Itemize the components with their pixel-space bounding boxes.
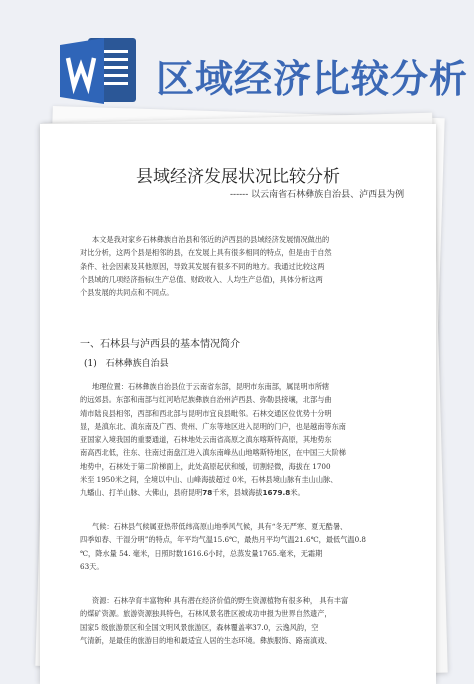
text-line: 南高西北低，往东、往南过南盘江进入滇东南峰丛山地喀斯特地区，在中国三大阶梯 — [80, 448, 346, 458]
section-heading: 一、石林县与泸西县的基本情况简介 — [80, 339, 240, 350]
text-line: 资源：石林孕育丰富物种 具有潜在经济价值的野生资源植物有很多种， 具有丰富 — [92, 596, 349, 605]
climate-paragraph — [80, 520, 400, 573]
text-line: 四季如春、干湿分明”的特点，年平均气温15.6℃，最热月平均气温21.6℃，最低气温0.8 — [80, 535, 367, 545]
text-line: 地理位置：石林彝族自治县位于云南省东部，昆明市东南部，属昆明市所辖 — [92, 382, 330, 391]
text-line: ℃，降水量 54. 毫米，日照时数1616.6小时，总蒸发量1765.毫米，无霜期 — [80, 548, 323, 558]
text-line: 个县域的几项经济指标(生产总值、财政收入、人均生产总值)，具体分析这两 — [80, 274, 323, 284]
text-line: 国家5 级旅游景区和全国文明风景旅游区，森林覆盖率37.0，云逸风韵，空 — [80, 622, 319, 632]
text-line: 的煤矿资源。旅游资源独具特色，石林风景名胜区被成功申报为世界自然遗产， — [80, 609, 332, 619]
text-line: 显，是滇东北、滇东南及广西、贵州、广东等地区进入昆明的门户，也是越南等东南 — [80, 421, 346, 431]
word-document-icon — [58, 36, 142, 106]
resources-paragraph — [80, 594, 400, 647]
text-line: 对比分析，这两个县是相邻的县，在发展上具有很多相同的特点，但是由于自然 — [80, 248, 332, 258]
text-line: 九蟠山、打羊山脉、大佛山，县府昆明78千米，县城海拔1679.8米。 — [80, 488, 305, 498]
intro-paragraph — [80, 233, 400, 299]
text-line: 靖市陆良县相邻，西部和西北部与昆明市宜良县毗邻。石林交通区位优势十分明 — [80, 408, 332, 418]
document-subtitle: ------ 以云南省石林彝族自治县、泸西县为例 — [230, 190, 405, 200]
document-page — [40, 124, 436, 684]
text-line: 的远郊县。东部和南部与红河哈尼族彝族自治州泸西县、弥勒县接壤，北部与曲 — [80, 395, 332, 405]
text-line: 亚国家入境我国的重要通道，石林地处云南省高原之滇东喀斯特高原，其地势东 — [80, 435, 332, 445]
distance-value: 78 — [202, 488, 213, 498]
altitude-value: 1679.8 — [262, 488, 291, 498]
document-title: 县域经济发展状况比较分析 — [136, 167, 340, 187]
text-line: 63天。 — [80, 561, 104, 571]
banner — [0, 0, 474, 110]
text-line: 地势中，石林处于第二阶梯面上，此处高原起伏和缓，切割轻微，海拔在 1700 — [80, 461, 331, 471]
subsection-number: (1) — [84, 359, 97, 369]
text-line: 条件、社会因素及其他原因，导致其发展有很多不同的地方。我通过比较这两 — [80, 261, 325, 271]
subsection-heading — [84, 356, 169, 369]
subsection-title: 石林彝族自治县 — [105, 359, 169, 369]
text-line: 气清新，是最佳的旅游目的地和最适宜人居的生态环境。彝族服饰、路南滇戏、 — [80, 635, 332, 645]
banner-title: 区域经济比较分析 — [156, 57, 469, 101]
text-line: 气候：石林县气候属亚热带低纬高原山地季风气候，具有“冬无严寒、夏无酷暑、 — [92, 522, 348, 531]
text-line: 本文是我对家乡石林彝族自治县和邻近的泸西县的县域经济发展情况做出的 — [92, 235, 330, 244]
text-line: 个县发展的共同点和不同点。 — [80, 288, 174, 298]
text-line: 米至 1950米之间，全境以中山、山峰海拔超过 0米，石林县境山脉有圭山山脉、 — [80, 475, 338, 485]
geography-paragraph — [80, 380, 400, 500]
